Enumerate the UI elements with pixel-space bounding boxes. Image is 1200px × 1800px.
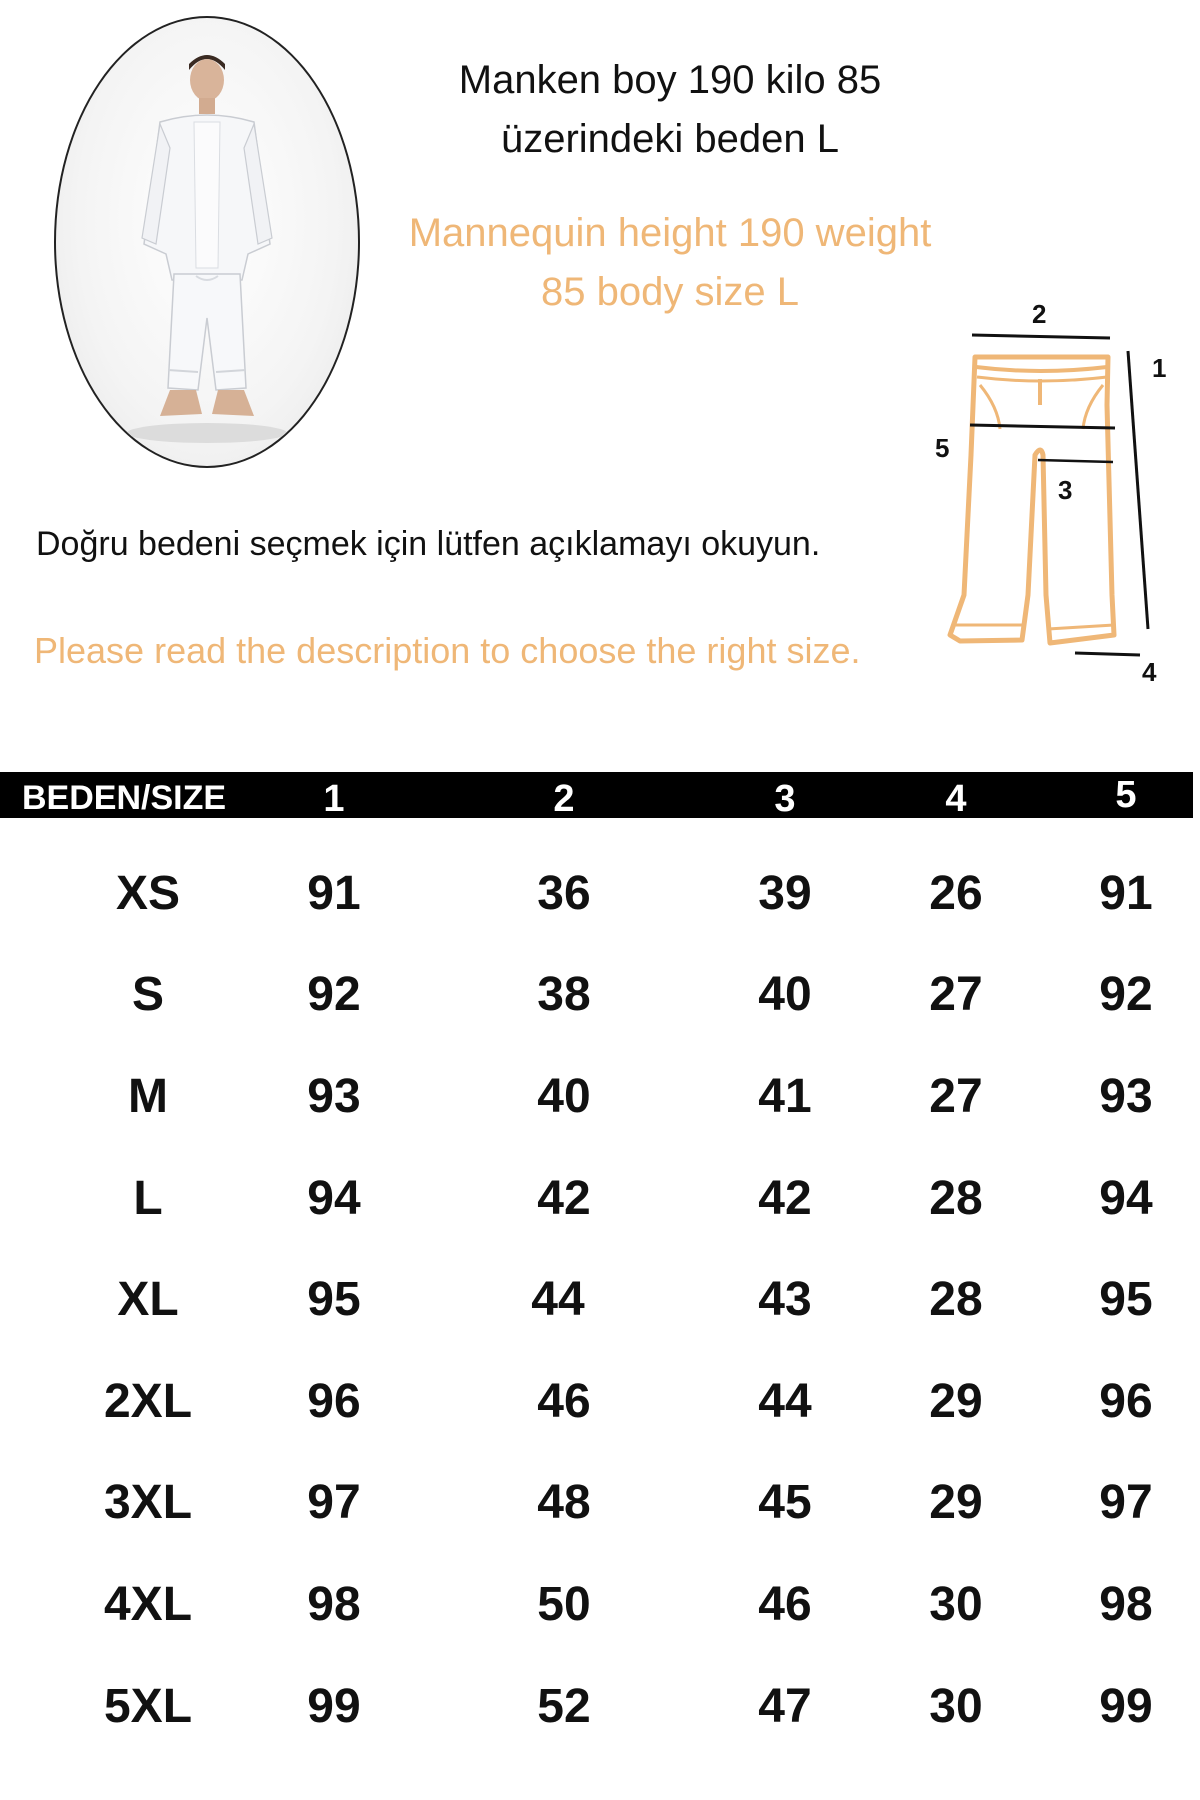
size-cell: S <box>131 968 164 1021</box>
value-cell: 91 <box>1099 867 1153 920</box>
value-cell: 44 <box>758 1375 812 1428</box>
value-cell: 93 <box>307 1070 361 1123</box>
value-cell: 94 <box>1099 1172 1153 1225</box>
value-cell: 29 <box>929 1476 983 1529</box>
header-size-label: BEDEN/SIZE <box>22 779 227 817</box>
model-info-en-line1: Mannequin height 190 weight <box>408 211 932 255</box>
value-cell: 52 <box>537 1680 591 1733</box>
size-cell: M <box>128 1070 168 1123</box>
value-cell: 97 <box>1099 1476 1153 1529</box>
value-cell: 29 <box>929 1375 983 1428</box>
size-note-tr: Doğru bedeni seçmek için lütfen açıklamayı okuyun. <box>36 525 821 563</box>
value-cell: 46 <box>758 1578 812 1631</box>
value-cell: 27 <box>929 968 983 1021</box>
header-col-3: 3 <box>774 778 796 820</box>
value-cell: 28 <box>929 1172 983 1225</box>
value-cell: 40 <box>758 968 812 1021</box>
model-info-tr-line1: Manken boy 190 kilo 85 <box>458 58 882 102</box>
dimension-label-5: 5 <box>935 433 950 463</box>
value-cell: 99 <box>1099 1680 1153 1733</box>
model-info-tr-line2: üzerindeki beden L <box>500 117 840 161</box>
value-cell: 94 <box>307 1172 361 1225</box>
value-cell: 43 <box>758 1273 812 1326</box>
value-cell: 93 <box>1099 1070 1153 1123</box>
pants-measurement-diagram <box>930 295 1170 695</box>
value-cell: 95 <box>1099 1273 1153 1326</box>
value-cell: 96 <box>307 1375 361 1428</box>
value-cell: 45 <box>758 1476 812 1529</box>
value-cell: 96 <box>1099 1375 1153 1428</box>
header-col-1: 1 <box>323 778 345 820</box>
header-col-4: 4 <box>945 778 967 820</box>
size-cell: 5XL <box>103 1680 193 1733</box>
value-cell: 97 <box>307 1476 361 1529</box>
value-cell: 40 <box>537 1070 591 1123</box>
dimension-label-3: 3 <box>1058 475 1073 505</box>
size-cell: XL <box>117 1273 179 1326</box>
size-cell: 4XL <box>103 1578 193 1631</box>
value-cell: 39 <box>758 867 812 920</box>
dimension-label-2: 2 <box>1032 299 1047 329</box>
value-cell: 36 <box>537 867 591 920</box>
value-cell: 92 <box>307 968 361 1021</box>
value-cell: 50 <box>537 1578 591 1631</box>
value-cell: 91 <box>307 867 361 920</box>
value-cell: 98 <box>1099 1578 1153 1631</box>
header-col-5: 5 <box>1115 774 1137 816</box>
value-cell: 42 <box>758 1172 812 1225</box>
size-cell: XS <box>115 867 181 920</box>
value-cell: 27 <box>929 1070 983 1123</box>
value-cell: 44 <box>531 1273 585 1326</box>
value-cell: 28 <box>929 1273 983 1326</box>
value-cell: 92 <box>1099 968 1153 1021</box>
value-cell: 38 <box>537 968 591 1021</box>
value-cell: 26 <box>929 867 983 920</box>
value-cell: 42 <box>537 1172 591 1225</box>
size-note-en: Please read the description to choose the right size. <box>34 630 861 671</box>
dimension-label-1: 1 <box>1152 353 1167 383</box>
value-cell: 48 <box>537 1476 591 1529</box>
size-cell: 2XL <box>103 1375 193 1428</box>
header-col-2: 2 <box>553 778 575 820</box>
size-cell: 3XL <box>103 1476 193 1529</box>
value-cell: 47 <box>758 1680 812 1733</box>
model-photo <box>54 16 360 468</box>
value-cell: 95 <box>307 1273 361 1326</box>
size-cell: L <box>133 1172 163 1225</box>
value-cell: 41 <box>758 1070 812 1123</box>
dimension-label-4: 4 <box>1142 657 1157 687</box>
pants-outline-icon <box>930 295 1170 695</box>
model-figure-illustration <box>56 18 358 466</box>
model-info-en-line2: 85 body size L <box>541 270 799 314</box>
value-cell: 30 <box>929 1680 983 1733</box>
value-cell: 99 <box>307 1680 361 1733</box>
value-cell: 46 <box>537 1375 591 1428</box>
value-cell: 98 <box>307 1578 361 1631</box>
value-cell: 30 <box>929 1578 983 1631</box>
